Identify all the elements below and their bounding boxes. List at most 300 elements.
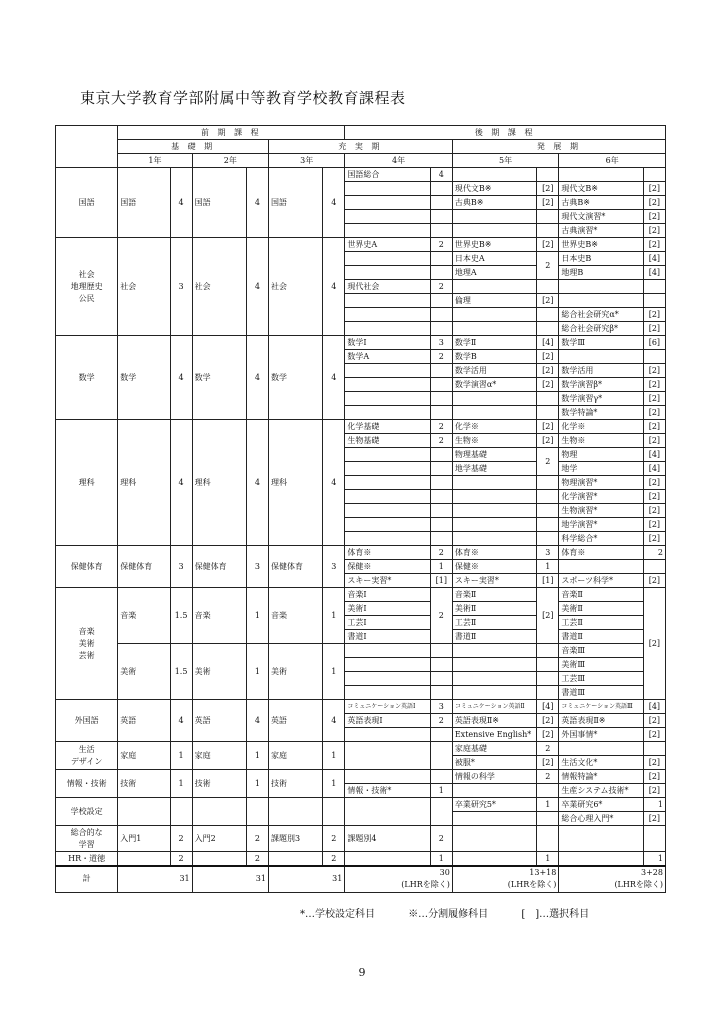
header-hatten: 発 展 期 <box>452 140 665 154</box>
table-cell <box>643 826 665 852</box>
credit-cell: 4 <box>170 168 192 238</box>
credit-cell: [2] <box>537 588 559 644</box>
subject-cell: 美術Ⅱ <box>559 602 643 616</box>
table-cell <box>430 448 452 462</box>
table-cell <box>192 798 246 826</box>
header-grade-1: 1年 <box>118 154 192 168</box>
table-cell <box>559 294 643 308</box>
table-cell <box>430 770 452 784</box>
table-cell <box>430 224 452 238</box>
table-cell <box>452 686 536 700</box>
table-cell <box>452 812 536 826</box>
credit-cell: [2] <box>643 476 665 490</box>
table-cell <box>430 322 452 336</box>
table-cell <box>452 168 536 182</box>
header-row-3 <box>56 154 666 168</box>
area-gakkou: 学校設定 <box>56 798 118 826</box>
subject-cell: 保健体育 <box>192 546 246 588</box>
subject-cell: 理科 <box>268 420 322 546</box>
area-jouhou: 情報・技術 <box>56 770 118 798</box>
table-cell <box>345 672 430 686</box>
table-cell <box>559 350 643 364</box>
table-cell <box>452 476 536 490</box>
subject-cell: 技術 <box>192 770 246 798</box>
legend <box>300 905 619 920</box>
subject-cell: 美術 <box>118 644 170 700</box>
table-cell <box>559 852 643 867</box>
cell-text: 30 <box>439 868 450 878</box>
table-cell <box>537 308 559 322</box>
subject-cell: 現代社会 <box>345 280 430 294</box>
subject-cell: 国語 <box>118 168 170 238</box>
table-cell <box>345 182 430 196</box>
credit-cell: 1 <box>643 798 665 812</box>
subject-cell: 数学 <box>192 336 246 420</box>
table-cell <box>345 294 430 308</box>
table-cell <box>430 406 452 420</box>
credit-cell: 2 <box>537 742 559 756</box>
subject-cell: 外国事情* <box>559 728 643 742</box>
total-grade-3: 31 <box>268 866 344 892</box>
credit-cell: 1 <box>170 742 192 770</box>
table-cell <box>430 658 452 672</box>
table-cell <box>430 364 452 378</box>
table-cell <box>345 308 430 322</box>
credit-cell: 2 <box>323 826 345 852</box>
table-cell <box>452 518 536 532</box>
table-cell <box>345 852 430 867</box>
table-cell <box>452 644 536 658</box>
table-cell <box>452 322 536 336</box>
cell-text: 美術 <box>78 638 95 648</box>
table-cell <box>537 490 559 504</box>
subject-cell: 物理 <box>559 448 643 462</box>
table-cell <box>452 308 536 322</box>
subject-cell: 数学活用 <box>559 364 643 378</box>
table-cell <box>345 448 430 462</box>
rika-row-1 <box>56 420 666 434</box>
subject-cell: 家庭 <box>192 742 246 770</box>
table-cell <box>452 280 536 294</box>
credit-cell: [2] <box>537 714 559 728</box>
cell-text: 芸術 <box>78 650 95 660</box>
table-cell <box>345 532 430 546</box>
table-cell <box>537 476 559 490</box>
credit-cell: [2] <box>537 182 559 196</box>
credit-cell: 1 <box>537 852 559 867</box>
subject-cell: 数学B <box>452 350 536 364</box>
credit-cell: 1 <box>246 742 268 770</box>
credit-cell: 2 <box>430 546 452 560</box>
cell-text: (LHRを除く) <box>507 880 557 890</box>
curriculum-table <box>55 125 666 893</box>
table-cell <box>452 210 536 224</box>
credit-cell: [2] <box>643 210 665 224</box>
area-gaikokugo: 外国語 <box>56 700 118 742</box>
subject-cell: 保健体育 <box>118 546 170 588</box>
table-cell <box>537 224 559 238</box>
subject-cell: 書道Ⅲ <box>559 686 643 700</box>
table-cell <box>345 224 430 238</box>
credit-cell: [2] <box>537 238 559 252</box>
hr-row <box>56 852 666 867</box>
table-cell <box>345 644 430 658</box>
subject-cell: 生物※ <box>452 434 536 448</box>
subject-cell: 社会 <box>268 238 322 336</box>
table-cell <box>452 504 536 518</box>
table-cell <box>430 672 452 686</box>
subject-cell: 保健※ <box>345 560 430 574</box>
table-cell <box>268 798 322 826</box>
credit-cell: 1 <box>170 770 192 798</box>
subject-cell: スポーツ科学* <box>559 574 643 588</box>
credit-cell: 1 <box>323 742 345 770</box>
table-cell <box>345 322 430 336</box>
subject-cell: 古典B※ <box>452 196 536 210</box>
table-cell <box>537 406 559 420</box>
credit-cell: [2] <box>643 490 665 504</box>
subject-cell: 家庭基礎 <box>452 742 536 756</box>
table-cell <box>537 784 559 798</box>
credit-cell: 3 <box>246 546 268 588</box>
subject-cell: 生物演習* <box>559 504 643 518</box>
credit-cell: 1 <box>537 798 559 812</box>
subject-cell: 技術 <box>268 770 322 798</box>
subject-cell: 科学総合* <box>559 532 643 546</box>
subject-cell: 英語表現Ⅱ※ <box>559 714 643 728</box>
credit-cell: 3 <box>537 546 559 560</box>
cell-text: 生活 <box>78 744 95 754</box>
table-cell <box>537 504 559 518</box>
credit-cell: [2] <box>537 350 559 364</box>
subject-cell: 数学特論* <box>559 406 643 420</box>
cell-text: 社会 <box>78 269 95 279</box>
table-cell <box>537 210 559 224</box>
credit-cell: [2] <box>537 420 559 434</box>
credit-cell: 4 <box>170 700 192 742</box>
credit-cell: [2] <box>643 420 665 434</box>
credit-cell: [2] <box>643 238 665 252</box>
subject-cell: 英語 <box>268 700 322 742</box>
credit-cell: [2] <box>643 224 665 238</box>
table-cell <box>345 490 430 504</box>
subject-cell: 現代文B※ <box>452 182 536 196</box>
table-cell <box>430 490 452 504</box>
table-cell <box>537 280 559 294</box>
subject-cell: 音楽 <box>192 588 246 644</box>
credit-cell: 1 <box>246 644 268 700</box>
table-cell <box>537 672 559 686</box>
credit-cell: [2] <box>643 728 665 742</box>
table-cell <box>430 476 452 490</box>
subject-cell: 社会 <box>192 238 246 336</box>
cell-text: 音楽 <box>78 626 95 636</box>
table-cell <box>430 252 452 266</box>
header-row-1 <box>56 126 666 140</box>
credit-cell: 2 <box>430 714 452 728</box>
table-cell <box>452 826 536 852</box>
credit-cell: 1 <box>246 770 268 798</box>
credit-cell: [4] <box>643 448 665 462</box>
subject-cell: 情報・技術* <box>345 784 430 798</box>
subject-cell: 情報の科学 <box>452 770 536 784</box>
credit-cell: 4 <box>323 238 345 336</box>
credit-cell: [2] <box>643 518 665 532</box>
table-cell <box>430 504 452 518</box>
credit-cell: 1 <box>430 784 452 798</box>
subject-cell: 生物※ <box>559 434 643 448</box>
credit-cell: 4 <box>170 420 192 546</box>
area-rika: 理科 <box>56 420 118 546</box>
table-cell <box>430 518 452 532</box>
table-cell <box>537 518 559 532</box>
credit-cell: [2] <box>643 434 665 448</box>
table-cell <box>452 672 536 686</box>
subject-cell: 国語総合 <box>345 168 430 182</box>
table-cell <box>345 476 430 490</box>
gakkou-row-1 <box>56 798 666 812</box>
subject-cell: 工芸Ⅰ <box>345 616 430 630</box>
area-kokugo: 国語 <box>56 168 118 238</box>
table-cell <box>643 560 665 574</box>
table-cell <box>559 742 643 756</box>
credit-cell: 1.5 <box>170 644 192 700</box>
credit-cell: [2] <box>643 770 665 784</box>
table-cell <box>323 798 345 826</box>
table-cell <box>170 798 192 826</box>
credit-cell: [2] <box>537 434 559 448</box>
credit-cell: [2] <box>643 182 665 196</box>
credit-cell: 2 <box>537 770 559 784</box>
page-number: 9 <box>358 966 366 979</box>
credit-cell: 4 <box>323 420 345 546</box>
subject-cell: 数学Ⅰ <box>345 336 430 350</box>
table-cell <box>537 826 559 852</box>
table-cell <box>452 532 536 546</box>
credit-cell: 4 <box>246 420 268 546</box>
table-cell <box>345 798 430 826</box>
table-cell <box>345 378 430 392</box>
table-cell <box>430 644 452 658</box>
table-cell <box>430 798 452 826</box>
table-cell <box>345 742 430 770</box>
credit-cell: [2] <box>643 784 665 798</box>
credit-cell: 1 <box>323 770 345 798</box>
table-cell <box>537 392 559 406</box>
table-cell <box>537 322 559 336</box>
credit-cell: 2 <box>323 852 345 867</box>
cell-text: 学習 <box>78 839 95 849</box>
subject-cell: 体育※ <box>452 546 536 560</box>
credit-cell: 2 <box>430 588 452 644</box>
total-grade-5 <box>452 866 559 892</box>
table-cell <box>345 406 430 420</box>
table-cell <box>345 504 430 518</box>
credit-cell: [6] <box>643 336 665 350</box>
table-cell <box>345 770 430 784</box>
subject-cell: 化学基礎 <box>345 420 430 434</box>
table-cell <box>430 182 452 196</box>
table-cell <box>430 378 452 392</box>
subject-cell: 音楽Ⅱ <box>452 588 536 602</box>
gaikokugo-row-1 <box>56 700 666 714</box>
credit-cell: 4 <box>246 168 268 238</box>
table-cell <box>430 742 452 770</box>
credit-cell: 2 <box>246 852 268 867</box>
credit-cell: 3 <box>170 546 192 588</box>
area-suugaku: 数学 <box>56 336 118 420</box>
area-geijutsu <box>56 588 118 700</box>
subject-cell: 英語表現Ⅱ※ <box>452 714 536 728</box>
credit-cell: [1] <box>537 574 559 588</box>
credit-cell: [2] <box>537 756 559 770</box>
credit-cell: 3 <box>430 336 452 350</box>
table-cell <box>430 462 452 476</box>
credit-cell: [2] <box>643 392 665 406</box>
subject-cell: 課題別4 <box>345 826 430 852</box>
credit-cell: [4] <box>537 336 559 350</box>
subject-cell: 体育※ <box>559 546 643 560</box>
credit-cell: [2] <box>537 728 559 742</box>
credit-cell: [2] <box>537 378 559 392</box>
table-cell <box>345 266 430 280</box>
credit-cell: 1 <box>323 588 345 644</box>
subject-cell: 古典演習* <box>559 224 643 238</box>
cell-text: 公民 <box>78 293 95 303</box>
subject-cell: 保健※ <box>452 560 536 574</box>
table-cell <box>345 658 430 672</box>
header-grade-4: 4年 <box>345 154 453 168</box>
subject-cell: 美術 <box>268 644 322 700</box>
header-grade-6: 6年 <box>559 154 666 168</box>
subject-cell: 音楽Ⅱ <box>559 588 643 602</box>
subject-cell: 生産システム技術* <box>559 784 643 798</box>
legend-split-subject: ※…分割履修科目 <box>408 909 489 920</box>
table-cell <box>246 798 268 826</box>
table-cell <box>452 490 536 504</box>
credit-cell: 4 <box>246 336 268 420</box>
subject-cell: 情報特論* <box>559 770 643 784</box>
table-cell <box>452 406 536 420</box>
total-grade-6 <box>559 866 666 892</box>
subject-cell: 数学演習β* <box>559 378 643 392</box>
table-cell <box>559 168 643 182</box>
table-cell <box>345 462 430 476</box>
header-grade-3: 3年 <box>268 154 344 168</box>
subject-cell: コミュニケーション英語Ⅲ <box>559 700 643 714</box>
subject-cell: 日本史B <box>559 252 643 266</box>
subject-cell: 地学基礎 <box>452 462 536 476</box>
subject-cell: 数学Ⅱ <box>452 336 536 350</box>
table-cell <box>192 852 246 867</box>
subject-cell: 音楽Ⅲ <box>559 644 643 658</box>
subject-cell: 数学演習α* <box>452 378 536 392</box>
subject-cell: 卒業研究5* <box>452 798 536 812</box>
subject-cell: 数学演習γ* <box>559 392 643 406</box>
credit-cell: [1] <box>430 574 452 588</box>
subject-cell: 音楽 <box>118 588 170 644</box>
table-cell <box>268 852 322 867</box>
table-cell <box>643 280 665 294</box>
table-cell <box>345 686 430 700</box>
subject-cell: 物理基礎 <box>452 448 536 462</box>
cell-text: 総合的な <box>70 827 103 837</box>
credit-cell: [2] <box>643 812 665 826</box>
sougou-row <box>56 826 666 852</box>
subject-cell: Extensive English* <box>452 728 536 742</box>
credit-cell: 4 <box>246 700 268 742</box>
credit-cell: [2] <box>643 588 665 700</box>
table-cell <box>118 852 170 867</box>
credit-cell: [2] <box>643 756 665 770</box>
subject-cell: 社会 <box>118 238 170 336</box>
table-cell <box>430 392 452 406</box>
total-row <box>56 866 666 892</box>
subject-cell: 生物基礎 <box>345 434 430 448</box>
table-cell <box>643 168 665 182</box>
subject-cell: 工芸Ⅲ <box>559 672 643 686</box>
hoken-row-1 <box>56 546 666 560</box>
table-cell <box>430 686 452 700</box>
table-cell <box>559 826 643 852</box>
subject-cell: 数学Ⅲ <box>559 336 643 350</box>
credit-cell: 4 <box>323 336 345 420</box>
credit-cell: 1 <box>430 852 452 867</box>
table-cell <box>345 728 430 742</box>
subject-cell: 音楽 <box>268 588 322 644</box>
credit-cell: 2 <box>430 280 452 294</box>
subject-cell: 卒業研究6* <box>559 798 643 812</box>
credit-cell: 1 <box>246 588 268 644</box>
credit-cell: 2 <box>430 238 452 252</box>
header-juujitsu: 充 実 期 <box>268 140 452 154</box>
table-cell <box>430 196 452 210</box>
credit-cell: [2] <box>643 322 665 336</box>
subject-cell: 現代文B※ <box>559 182 643 196</box>
table-cell <box>452 784 536 798</box>
subject-cell: 被服* <box>452 756 536 770</box>
credit-cell: 4 <box>323 700 345 742</box>
credit-cell: [4] <box>643 266 665 280</box>
table-cell <box>430 728 452 742</box>
credit-cell: 2 <box>170 852 192 867</box>
credit-cell: 1 <box>537 560 559 574</box>
credit-cell: 2 <box>170 826 192 852</box>
kokugo-row-1 <box>56 168 666 182</box>
credit-cell: 1 <box>323 644 345 700</box>
credit-cell: [2] <box>643 406 665 420</box>
subject-cell: 入門2 <box>192 826 246 852</box>
table-cell <box>537 168 559 182</box>
credit-cell: 2 <box>430 826 452 852</box>
subject-cell: 総合社会研究α* <box>559 308 643 322</box>
table-cell <box>345 196 430 210</box>
table-cell <box>452 658 536 672</box>
area-hoken: 保健体育 <box>56 546 118 588</box>
subject-cell: 地理A <box>452 266 536 280</box>
table-cell <box>345 392 430 406</box>
legend-school-subject: *…学校設定科目 <box>300 909 375 920</box>
subject-cell: 書道Ⅱ <box>452 630 536 644</box>
subject-cell: 世界史A <box>345 238 430 252</box>
subject-cell: 物理演習* <box>559 476 643 490</box>
credit-cell: 2 <box>537 448 559 476</box>
cell-text: 13+18 <box>529 868 557 878</box>
credit-cell: [4] <box>537 700 559 714</box>
table-cell <box>537 686 559 700</box>
subject-cell: 総合心理入門* <box>559 812 643 826</box>
subject-cell: 美術Ⅲ <box>559 658 643 672</box>
